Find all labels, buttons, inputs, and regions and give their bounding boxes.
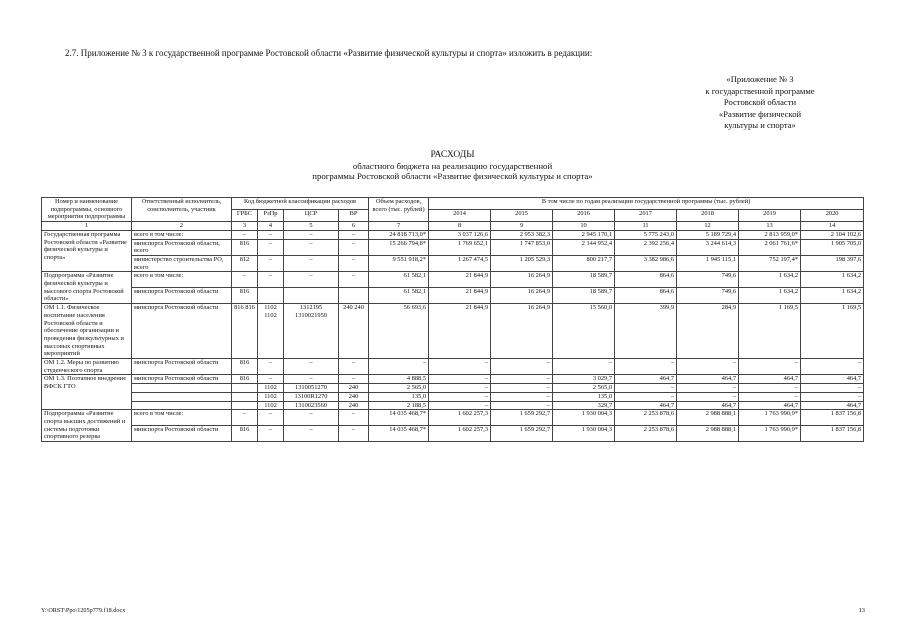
grbs-cell: 816 xyxy=(232,426,258,442)
year-value-cell: – xyxy=(615,359,677,375)
col-number: 11 xyxy=(615,222,677,231)
col-number: 8 xyxy=(429,222,491,231)
year-value-cell: – xyxy=(491,375,553,384)
grbs-cell: – xyxy=(232,230,258,239)
volume-cell: 2 565,0 xyxy=(369,384,429,393)
vr-cell: – xyxy=(339,272,369,288)
year-value-cell: 21 844,9 xyxy=(429,272,491,288)
rzpr-cell: 1102 xyxy=(258,392,284,401)
year-value-cell: 3 382 986,6 xyxy=(615,255,677,271)
year-value-cell: 1 169,5 xyxy=(801,304,864,359)
csr-cell: 1310051270 xyxy=(284,384,339,393)
year-value-cell: 1 634,2 xyxy=(801,288,864,304)
table-row xyxy=(42,392,864,401)
vr-cell: – xyxy=(339,426,369,442)
col-number: 14 xyxy=(801,222,864,231)
year-value-cell: – xyxy=(491,392,553,401)
year-value-cell: 3 037 126,6 xyxy=(429,230,491,239)
csr-cell: – xyxy=(284,272,339,288)
vr-cell: – xyxy=(339,230,369,239)
volume-cell: 61 582,1 xyxy=(369,288,429,304)
csr-cell: 13100R1270 xyxy=(284,392,339,401)
table-row xyxy=(42,239,864,255)
rzpr-cell: – xyxy=(258,230,284,239)
col-number: 3 xyxy=(232,222,258,231)
header-volume: Объем расходов, всего (тыс. рублей) xyxy=(369,198,429,222)
year-value-cell: – xyxy=(801,392,864,401)
volume-cell: – xyxy=(369,359,429,375)
row-name-cell: ОМ 1.1. Физическое воспитание населения Ростовской области и обеспечение организации и проведения физкультурных и массовых спортивных мероприятий xyxy=(42,304,132,359)
year-value-cell: 1 267 474,5 xyxy=(429,255,491,271)
year-value-cell: 864,6 xyxy=(615,272,677,288)
column-number-row xyxy=(42,222,864,231)
rzpr-cell: – xyxy=(258,272,284,288)
annex-line: культуры и спорта» xyxy=(724,120,796,130)
year-value-cell: – xyxy=(739,384,801,393)
header-vr: ВР xyxy=(339,210,369,222)
col-number: 1 xyxy=(42,222,132,231)
rzpr-cell: – xyxy=(258,255,284,271)
header-year: 2015 xyxy=(491,210,553,222)
col-number: 4 xyxy=(258,222,284,231)
table-body xyxy=(42,230,864,441)
document-title xyxy=(0,150,905,182)
grbs-cell: 816 xyxy=(232,375,258,384)
year-value-cell: 464,7 xyxy=(801,375,864,384)
vr-cell: – xyxy=(339,410,369,426)
year-value-cell: 464,7 xyxy=(739,401,801,410)
grbs-cell xyxy=(232,392,258,401)
table-row xyxy=(42,401,864,410)
grbs-cell: 816 xyxy=(232,239,258,255)
header-year: 2014 xyxy=(429,210,491,222)
executor-cell: минспорта Ростовской области xyxy=(132,375,232,384)
row-name-cell: Подпрограмма «Развитие физической культуры и массового спорта Ростовской области» xyxy=(42,272,132,304)
vr-cell: 240 xyxy=(339,401,369,410)
header-year: 2016 xyxy=(553,210,615,222)
year-value-cell: 1 634,2 xyxy=(739,288,801,304)
year-value-cell: 2 104 102,6 xyxy=(801,230,864,239)
year-value-cell: 135,0 xyxy=(553,392,615,401)
year-value-cell: – xyxy=(677,392,739,401)
executor-cell: минспорта Ростовской области xyxy=(132,288,232,304)
rzpr-cell: – xyxy=(258,239,284,255)
volume-cell: 61 582,1 xyxy=(369,272,429,288)
expenses-table xyxy=(41,197,864,442)
header-by-years: В том числе по годам реализации государственной программы (тыс. рублей) xyxy=(429,198,864,210)
annex-line: «Приложение № 3 xyxy=(726,74,794,84)
year-value-cell: 3 244 614,3 xyxy=(677,239,739,255)
header-csr: ЦСР xyxy=(284,210,339,222)
annex-heading xyxy=(685,74,835,132)
csr-cell xyxy=(284,288,339,304)
year-value-cell: 198 397,6 xyxy=(801,255,864,271)
annex-line: к государственной программе xyxy=(705,85,815,96)
annex-line: Ростовской области xyxy=(723,97,797,107)
grbs-cell: 816 xyxy=(232,288,258,304)
csr-cell: 1312195 1310021950 xyxy=(284,304,339,359)
year-value-cell: 1 769 652,1 xyxy=(429,239,491,255)
rzpr-cell: 1102 xyxy=(258,401,284,410)
year-value-cell: 2 392 256,4 xyxy=(615,239,677,255)
year-value-cell: 464,7 xyxy=(801,401,864,410)
annex-line: «Развитие физической xyxy=(718,108,802,119)
year-value-cell: 5 189 729,4 xyxy=(677,230,739,239)
grbs-cell: 816 xyxy=(232,359,258,375)
volume-cell: 9 551 918,2* xyxy=(369,255,429,271)
year-value-cell: 5 775 243,0 xyxy=(615,230,677,239)
rzpr-cell: – xyxy=(258,375,284,384)
csr-cell: 1310023560 xyxy=(284,401,339,410)
col-number: 10 xyxy=(553,222,615,231)
year-value-cell: – xyxy=(615,384,677,393)
vr-cell xyxy=(339,288,369,304)
vr-cell: 240 xyxy=(339,384,369,393)
year-value-cell: 2 953 382,3 xyxy=(491,230,553,239)
title-line: программы Ростовской области «Развитие физической культуры и спорта» xyxy=(312,171,593,181)
table-row xyxy=(42,304,864,359)
year-value-cell: 752 197,4* xyxy=(739,255,801,271)
executor-cell: минспорта Ростовской области xyxy=(132,304,232,359)
year-value-cell: 1 945 115,1 xyxy=(677,255,739,271)
file-path-footer: Y:\ORST\Ppo\1205p779.f18.docx xyxy=(41,607,126,614)
year-value-cell: – xyxy=(429,359,491,375)
vr-cell: – xyxy=(339,255,369,271)
year-value-cell: 16 264,9 xyxy=(491,288,553,304)
vr-cell: – xyxy=(339,375,369,384)
page-number: 13 xyxy=(858,607,865,614)
year-value-cell: 2 988 888,1 xyxy=(677,426,739,442)
year-value-cell: 1 634,2 xyxy=(801,272,864,288)
year-value-cell: 1 659 292,7 xyxy=(491,426,553,442)
year-value-cell: 16 264,9 xyxy=(491,272,553,288)
header-rzpr: РзПр xyxy=(258,210,284,222)
year-value-cell: 749,6 xyxy=(677,288,739,304)
vr-cell: – xyxy=(339,359,369,375)
year-value-cell: 399,9 xyxy=(615,304,677,359)
table-row xyxy=(42,359,864,375)
executor-cell: минспорта Ростовской области xyxy=(132,359,232,375)
executor-cell: минспорта Ростовской области, всего xyxy=(132,239,232,255)
year-value-cell: 1 634,2 xyxy=(739,272,801,288)
year-value-cell: 18 589,7 xyxy=(553,288,615,304)
year-value-cell: 2 144 952,4 xyxy=(553,239,615,255)
volume-cell: 14 035 468,7* xyxy=(369,426,429,442)
csr-cell: – xyxy=(284,230,339,239)
row-name-cell: Государственная программа Ростовской области «Развитие физической культуры и спорта» xyxy=(42,230,132,272)
year-value-cell: – xyxy=(677,384,739,393)
rzpr-cell: 1102 xyxy=(258,384,284,393)
intro-text: 2.7. Приложение № 3 к государственной программе Ростовской области «Развитие физической культуры и спорта» изложить в редакции: xyxy=(65,48,593,58)
year-value-cell: 1 905 705,0 xyxy=(801,239,864,255)
year-value-cell: 15 560,0 xyxy=(553,304,615,359)
col-number: 13 xyxy=(739,222,801,231)
year-value-cell: 800 217,7 xyxy=(553,255,615,271)
year-value-cell: – xyxy=(429,384,491,393)
header-year: 2017 xyxy=(615,210,677,222)
grbs-cell: 816 816 xyxy=(232,304,258,359)
volume-cell: 24 818 713,0* xyxy=(369,230,429,239)
year-value-cell: 1 747 853,0 xyxy=(491,239,553,255)
rzpr-cell: – xyxy=(258,359,284,375)
year-value-cell: – xyxy=(429,401,491,410)
year-value-cell: – xyxy=(739,392,801,401)
row-name-cell: ОМ 1.3. Поэтапное внедрение ВФСК ГТО xyxy=(42,375,132,410)
volume-cell: 14 035 468,7* xyxy=(369,410,429,426)
executor-cell: всего в том числе: xyxy=(132,230,232,239)
year-value-cell: – xyxy=(553,359,615,375)
volume-cell: 15 266 794,8* xyxy=(369,239,429,255)
row-name-cell: Подпрограмма «Развитие спорта высших достижений и системы подготовки спортивного резерва xyxy=(42,410,132,442)
title-main: РАСХОДЫ xyxy=(430,150,475,160)
year-value-cell: 1 930 004,3 xyxy=(553,410,615,426)
grbs-cell: – xyxy=(232,410,258,426)
table-row xyxy=(42,375,864,384)
grbs-cell xyxy=(232,384,258,393)
executor-cell xyxy=(132,392,232,401)
year-value-cell: 1 169,5 xyxy=(739,304,801,359)
year-value-cell: 329,7 xyxy=(553,401,615,410)
header-budget-code: Код бюджетной классификации расходов xyxy=(232,198,369,210)
year-value-cell: 1 930 004,3 xyxy=(553,426,615,442)
csr-cell: – xyxy=(284,375,339,384)
year-value-cell: 1 763 990,9* xyxy=(739,410,801,426)
table-row xyxy=(42,384,864,393)
volume-cell: 4 888,5 xyxy=(369,375,429,384)
vr-cell: 240 xyxy=(339,392,369,401)
grbs-cell xyxy=(232,401,258,410)
table-row xyxy=(42,255,864,271)
year-value-cell: 749,6 xyxy=(677,272,739,288)
year-value-cell: – xyxy=(677,359,739,375)
table-row xyxy=(42,426,864,442)
table-row xyxy=(42,288,864,304)
volume-cell: 135,0 xyxy=(369,392,429,401)
year-value-cell: – xyxy=(801,384,864,393)
year-value-cell: 21 844,9 xyxy=(429,304,491,359)
volume-cell: 56 693,6 xyxy=(369,304,429,359)
csr-cell: – xyxy=(284,359,339,375)
executor-cell: всего в том числе: xyxy=(132,410,232,426)
year-value-cell: 464,7 xyxy=(677,401,739,410)
vr-cell: 240 240 xyxy=(339,304,369,359)
col-number: 2 xyxy=(132,222,232,231)
vr-cell: – xyxy=(339,239,369,255)
csr-cell: – xyxy=(284,255,339,271)
executor-cell xyxy=(132,384,232,393)
col-number: 7 xyxy=(369,222,429,231)
volume-cell: 2 188,5 xyxy=(369,401,429,410)
executor-cell xyxy=(132,401,232,410)
year-value-cell: 18 589,7 xyxy=(553,272,615,288)
year-value-cell: – xyxy=(491,359,553,375)
header-grbs: ГРБС xyxy=(232,210,258,222)
year-value-cell: 3 029,7 xyxy=(553,375,615,384)
year-value-cell: 464,7 xyxy=(739,375,801,384)
year-value-cell: – xyxy=(429,375,491,384)
year-value-cell: 464,7 xyxy=(615,401,677,410)
rzpr-cell xyxy=(258,288,284,304)
year-value-cell: 2 253 878,6 xyxy=(615,410,677,426)
grbs-cell: – xyxy=(232,272,258,288)
header-year: 2018 xyxy=(677,210,739,222)
rzpr-cell: – xyxy=(258,410,284,426)
year-value-cell: 2 565,0 xyxy=(553,384,615,393)
csr-cell: – xyxy=(284,239,339,255)
executor-cell: минспорта Ростовской области xyxy=(132,426,232,442)
year-value-cell: 1 837 156,8 xyxy=(801,410,864,426)
col-number: 9 xyxy=(491,222,553,231)
year-value-cell: 1 763 990,9* xyxy=(739,426,801,442)
year-value-cell: 1 602 257,3 xyxy=(429,426,491,442)
year-value-cell: 464,7 xyxy=(677,375,739,384)
year-value-cell: 1 837 156,8 xyxy=(801,426,864,442)
row-name-cell: ОМ 1.2. Меры по развитию студенческого спорта xyxy=(42,359,132,375)
header-year: 2019 xyxy=(739,210,801,222)
table-row xyxy=(42,272,864,288)
grbs-cell: 812 xyxy=(232,255,258,271)
year-value-cell: – xyxy=(615,392,677,401)
col-number: 5 xyxy=(284,222,339,231)
year-value-cell: 1 205 529,3 xyxy=(491,255,553,271)
executor-cell: всего в том числе: xyxy=(132,272,232,288)
rzpr-cell: 1102 1102 xyxy=(258,304,284,359)
year-value-cell: – xyxy=(429,392,491,401)
col-number: 6 xyxy=(339,222,369,231)
executor-cell: министерство строительства РО, всего xyxy=(132,255,232,271)
year-value-cell: – xyxy=(739,359,801,375)
table-row xyxy=(42,230,864,239)
year-value-cell: 16 264,9 xyxy=(491,304,553,359)
year-value-cell: 284,9 xyxy=(677,304,739,359)
year-value-cell: 2 945 170,1 xyxy=(553,230,615,239)
header-executor: Ответственный исполнитель, соисполнитель, участник xyxy=(132,198,232,222)
table-row xyxy=(42,410,864,426)
year-value-cell: 1 602 257,3 xyxy=(429,410,491,426)
year-value-cell: 21 844,9 xyxy=(429,288,491,304)
csr-cell: – xyxy=(284,426,339,442)
year-value-cell: 2 813 959,0* xyxy=(739,230,801,239)
year-value-cell: – xyxy=(491,384,553,393)
csr-cell: – xyxy=(284,410,339,426)
title-line: областного бюджета на реализацию государственной xyxy=(352,160,553,171)
year-value-cell: – xyxy=(801,359,864,375)
year-value-cell: 464,7 xyxy=(615,375,677,384)
year-value-cell: 1 659 292,7 xyxy=(491,410,553,426)
year-value-cell: 864,6 xyxy=(615,288,677,304)
col-number: 12 xyxy=(677,222,739,231)
year-value-cell: 2 988 888,1 xyxy=(677,410,739,426)
year-value-cell: – xyxy=(491,401,553,410)
rzpr-cell: – xyxy=(258,426,284,442)
year-value-cell: 2 061 761,6* xyxy=(739,239,801,255)
header-year: 2020 xyxy=(801,210,864,222)
header-name: Номер и наименование подпрограммы, основного мероприятия подпрограммы xyxy=(42,198,132,222)
year-value-cell: 2 253 878,6 xyxy=(615,426,677,442)
